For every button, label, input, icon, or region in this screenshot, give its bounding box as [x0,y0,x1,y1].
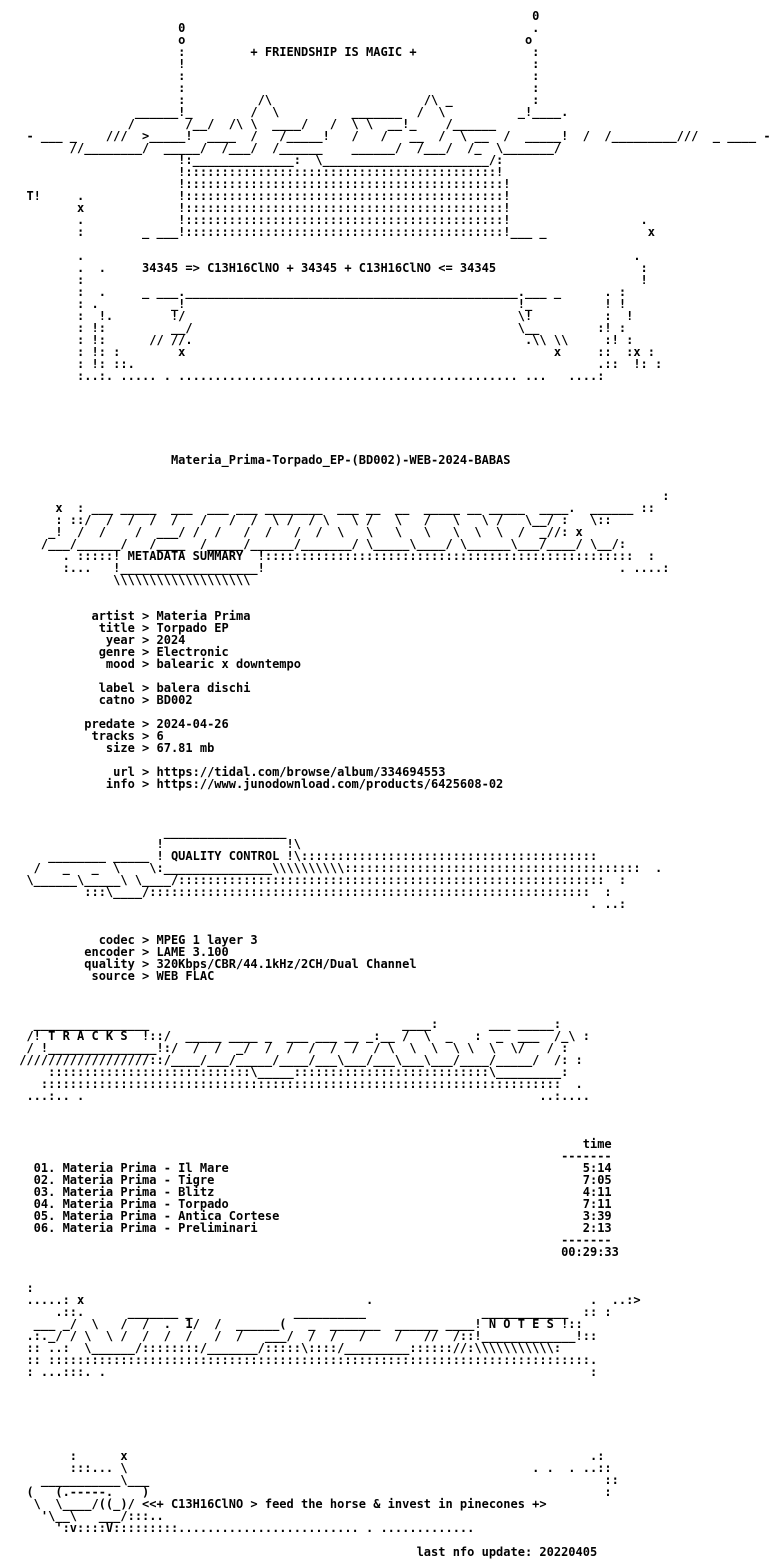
nfo-line: :::::::::::::::::::::::::::::::::::::::::::::::::::::::::::::::::::::::: . [12,1077,583,1091]
nfo-line: T! . !::::::::::::::::::::::::::::::::::::::::::::! [12,189,511,203]
nfo-line [12,1378,771,1390]
nfo-line: ______!_ / \ _______ / \ _!____. [12,105,569,119]
nfo-line: 02. Materia Prima - Tigre 7:05 [12,1173,612,1187]
nfo-line: url > https://tidal.com/browse/album/334694553 [12,765,446,779]
nfo-line: time [12,1137,612,1151]
nfo-line: ':v::::V:::::::::......................... . ............. [12,1521,475,1535]
nfo-line: 03. Materia Prima - Blitz 4:11 [12,1185,612,1199]
nfo-line: genre > Electronic [12,645,229,659]
nfo-line [12,466,771,478]
nfo-line: : : [12,69,540,83]
nfo-line: catno > BD002 [12,693,193,707]
nfo-line [12,1270,771,1282]
nfo-line: quality > 320Kbps/CBR/44.1kHz/2CH/Dual Channel [12,957,417,971]
nfo-line: !::::::::::::::::::::::::::::::::::::::::::::! [12,177,511,191]
nfo-line: :::... \ . . . ..:: [12,1461,612,1475]
nfo-line [12,1258,771,1270]
nfo-line: - ___ _ /// >_____! ____ / /_____! / / __ / \ __ / _____! / /_________/// _ ____ - [12,129,771,143]
nfo-line [12,910,771,922]
nfo-line: : !: : x x :: :x : [12,345,655,359]
nfo-line: . ..: [12,897,627,911]
nfo-line: \______\_____\ \____/::::::::::::::::::::::::::::::::::::::::::::::::::::::::::: : [12,873,627,887]
nfo-line: \ \____/((_)/ <<+ C13H16ClNO > feed the horse & invest in pinecones +> [12,1497,547,1511]
nfo-line: : ...:::. . : [12,1365,598,1379]
nfo-line: ________ _____ ! QUALITY CONTROL !\::::::::::::::::::::::::::::::::::::::::: [12,849,598,863]
nfo-line [12,790,771,802]
nfo-line [12,1390,771,1402]
nfo-line: : /\ /\ _ : [12,93,540,107]
nfo-line: . :::::! METADATA SUMMARY !::::::::::::::::::::::::::::::::::::::::::::::::::: : [12,549,655,563]
nfo-line [12,1426,771,1438]
nfo-line: Materia_Prima-Torpado_EP-(BD002)-WEB-2024-BABAS [12,453,511,467]
nfo-line: : [12,489,670,503]
nfo-line: _! / / / ___/ / / / / / / \ \ \ \ \ \ \ / _//: x [12,525,583,539]
nfo-line: 04. Materia Prima - Torpado 7:11 [12,1197,612,1211]
nfo-line: ___ _/ \ / / . 1/ / ______( _ _______ ______ ____! N O T E S !:: [12,1317,583,1331]
nfo-line: :: :::::::::::::::::::::::::::::::::::::::::::::::::::::::::::::::::::::::::::. [12,1353,598,1367]
nfo-line: 00:29:33 [12,1245,619,1259]
nfo-line: ...:.. . ..:.... [12,1089,590,1103]
nfo-line: info > https://www.junodownload.com/products/6425608-02 [12,777,504,791]
nfo-line: ------- [12,1233,612,1247]
nfo-line: : + FRIENDSHIP IS MAGIC + : [12,45,540,59]
nfo-line [12,994,771,1006]
nfo-line: : ::/ / / / / / / / \ / / \ \ / \ / \ \ / \__/ : \:: [12,513,612,527]
nfo-line: : !. !/ \! : ! [12,309,634,323]
nfo-line: / !_______________!:/ / / _/ / / / / / / \ \ \ \ \ \ \/ / : [12,1041,569,1055]
nfo-line: 0 . [12,21,540,35]
nfo-line: _________________ [12,825,287,839]
nfo-line: :..:. ..... . ............................................... ... ....: [12,369,605,383]
nfo-line: 06. Materia Prima - Preliminari 2:13 [12,1221,612,1235]
nfo-line: : . _! !_ ! ! [12,297,627,311]
nfo-line: //________/ _____/ /___/ /______ ______/ /___/ /_ \_______/ [12,141,562,155]
nfo-line: / /__/ /\ \ ____/ / \ \ __!_ /______ [12,117,497,131]
nfo-line: : !: // //. .\\ \\ :! : [12,333,634,347]
nfo-line: ! !\ [12,837,301,851]
nfo-line: ( (.-----. ) : [12,1485,612,1499]
nfo-line: : . _ ___.______________________________________________.___ _ . : [12,285,627,299]
nfo-line: 01. Materia Prima - Il Mare 5:14 [12,1161,612,1175]
nfo-line: : _ ___!::::::::::::::::::::::::::::::::::::::::::::!___ _ x [12,225,655,239]
nfo-line: source > WEB FLAC [12,969,215,983]
nfo-line: mood > balearic x downtempo [12,657,301,671]
nfo-line [12,418,771,430]
nfo-line [12,382,771,394]
nfo-line: ________________ ____: ___ _____: [12,1017,562,1031]
nfo-line: ! : [12,57,540,71]
nfo-line: : ! [12,273,648,287]
nfo-line: x : ___ _____ ___ ___ ___ ________ ___ __ __ _____ __ _____ ____. ______ :: [12,501,655,515]
nfo-line: 05. Materia Prima - Antica Cortese 3:39 [12,1209,612,1223]
nfo-line: : [12,1281,34,1295]
nfo-line: .::. _______ _ __________ ____________ :: : [12,1305,612,1319]
nfo-line: o o [12,33,533,47]
nfo-line: .:._/ / \ \ / / / / / / ___/ / / / / // /::!_____________!:: [12,1329,598,1343]
nfo-line [12,1102,771,1114]
nfo-text-block [12,10,771,1558]
nfo-line: label > balera dischi [12,681,251,695]
nfo-line: 0 [12,9,540,23]
nfo-line: : x .: [12,1449,605,1463]
nfo-line [12,1414,771,1426]
nfo-line [12,586,771,598]
nfo-line: .....: x . . ..:> [12,1293,641,1307]
nfo-line: /! T R A C K S !::/ _____ ____ _ ___ ___ __ _:__ / \ _ : _ ___ /_\ : [12,1029,590,1043]
nfo-line [12,430,771,442]
nfo-line [12,394,771,406]
nfo-line: //////////////////::/____/___/_____/____/___\___/___\___\___/____/_____/ /: : [12,1053,583,1067]
nfo-line: :... !___________________! . ....: [12,561,670,575]
nfo-line [12,1402,771,1414]
nfo-line: :::\____/::::::::::::::::::::::::::::::::::::::::::::::::::::::::::::: : [12,885,612,899]
nfo-line: : : [12,81,540,95]
nfo-line: encoder > LAME 3.100 [12,945,229,959]
nfo-line: year > 2024 [12,633,186,647]
nfo-line: . . 34345 => C13H16ClNO + 34345 + C13H16ClNO <= 34345 : [12,261,648,275]
nfo-line: / _ _ \ \:_______________\\\\\\\\\\::::::::::::::::::::::::::::::::::::::::: . [12,861,663,875]
nfo-line: tracks > 6 [12,729,164,743]
nfo-line: '\__\ ___/:::.. [12,1509,164,1523]
nfo-line: ::::::::::::::::::::::::::::\_____:::::::::::::::::::::::::::\_________: [12,1065,569,1079]
nfo-line: !:______________: \_______________________/: [12,153,504,167]
nfo-line: . . [12,249,641,263]
nfo-line [12,1114,771,1126]
nfo-line: ------- [12,1149,612,1163]
nfo-line [12,802,771,814]
nfo-line: codec > MPEG 1 layer 3 [12,933,258,947]
nfo-line: :: ..: \______/::::::::/_______/:::::\::::/_________:::::://:\\\\\\\\\\\: [12,1341,562,1355]
nfo-line: artist > Materia Prima [12,609,251,623]
nfo-line [12,982,771,994]
nfo-line: \\\\\\\\\\\\\\\\\\\ [12,573,251,587]
nfo-line: x !::::::::::::::::::::::::::::::::::::::::::::! [12,201,511,215]
nfo-line [12,406,771,418]
nfo-line: title > Torpado EP [12,621,229,635]
nfo-line: ___________\___ :: [12,1473,619,1487]
nfo-line: . !::::::::::::::::::::::::::::::::::::::::::::! . [12,213,648,227]
nfo-line: last nfo update: 20220405 [12,1545,598,1559]
nfo-line: /___/______/ /____ /_____/______/_______/ \_____\____/ \______\___/____/ \__/: [12,537,627,551]
nfo-line: : !: ::. .:: !: : [12,357,663,371]
nfo-line: : !: __/ \__ :! : [12,321,627,335]
nfo-line: predate > 2024-04-26 [12,717,229,731]
nfo-line: !:::::::::::::::::::::::::::::::::::::::::::! [12,165,504,179]
nfo-line: size > 67.81 mb [12,741,215,755]
